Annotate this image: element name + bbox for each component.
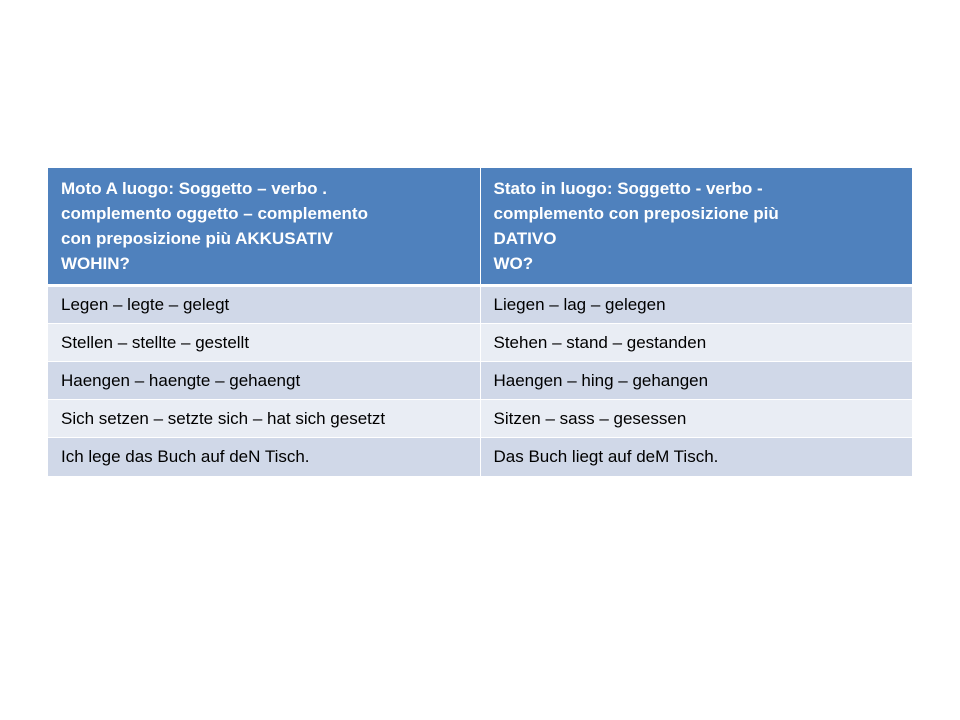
cell-akkusativ: Ich lege das Buch auf deN Tisch. xyxy=(48,438,480,476)
header-cell-moto-a-luogo xyxy=(48,168,480,286)
cell-dativ: Haengen – hing – gehangen xyxy=(480,362,912,400)
table-row xyxy=(48,362,912,400)
table-row xyxy=(48,438,912,476)
cell-akkusativ: Stellen – stellte – gestellt xyxy=(48,324,480,362)
header-line: complemento con preposizione più xyxy=(493,204,779,223)
table-row xyxy=(48,286,912,324)
cell-akkusativ: Haengen – haengte – gehaengt xyxy=(48,362,480,400)
header-line: DATIVO xyxy=(493,229,557,248)
cell-akkusativ: Sich setzen – setzte sich – hat sich gesetzt xyxy=(48,400,480,438)
header-line: WO? xyxy=(493,254,534,273)
table-row xyxy=(48,400,912,438)
table-header-row xyxy=(48,168,912,286)
verb-table xyxy=(48,168,913,476)
cell-dativ: Stehen – stand – gestanden xyxy=(480,324,912,362)
header-line: Moto A luogo: Soggetto – verbo . xyxy=(61,179,327,198)
table-row xyxy=(48,324,912,362)
header-line: Stato in luogo: Soggetto - verbo - xyxy=(493,179,763,198)
header-line: WOHIN? xyxy=(61,254,130,273)
header-line: complemento oggetto – complemento xyxy=(61,204,368,223)
header-line: con preposizione più AKKUSATIV xyxy=(61,229,334,248)
header-cell-stato-in-luogo xyxy=(480,168,912,286)
cell-akkusativ: Legen – legte – gelegt xyxy=(48,286,480,324)
cell-dativ: Liegen – lag – gelegen xyxy=(480,286,912,324)
cell-dativ: Das Buch liegt auf deM Tisch. xyxy=(480,438,912,476)
cell-dativ: Sitzen – sass – gesessen xyxy=(480,400,912,438)
